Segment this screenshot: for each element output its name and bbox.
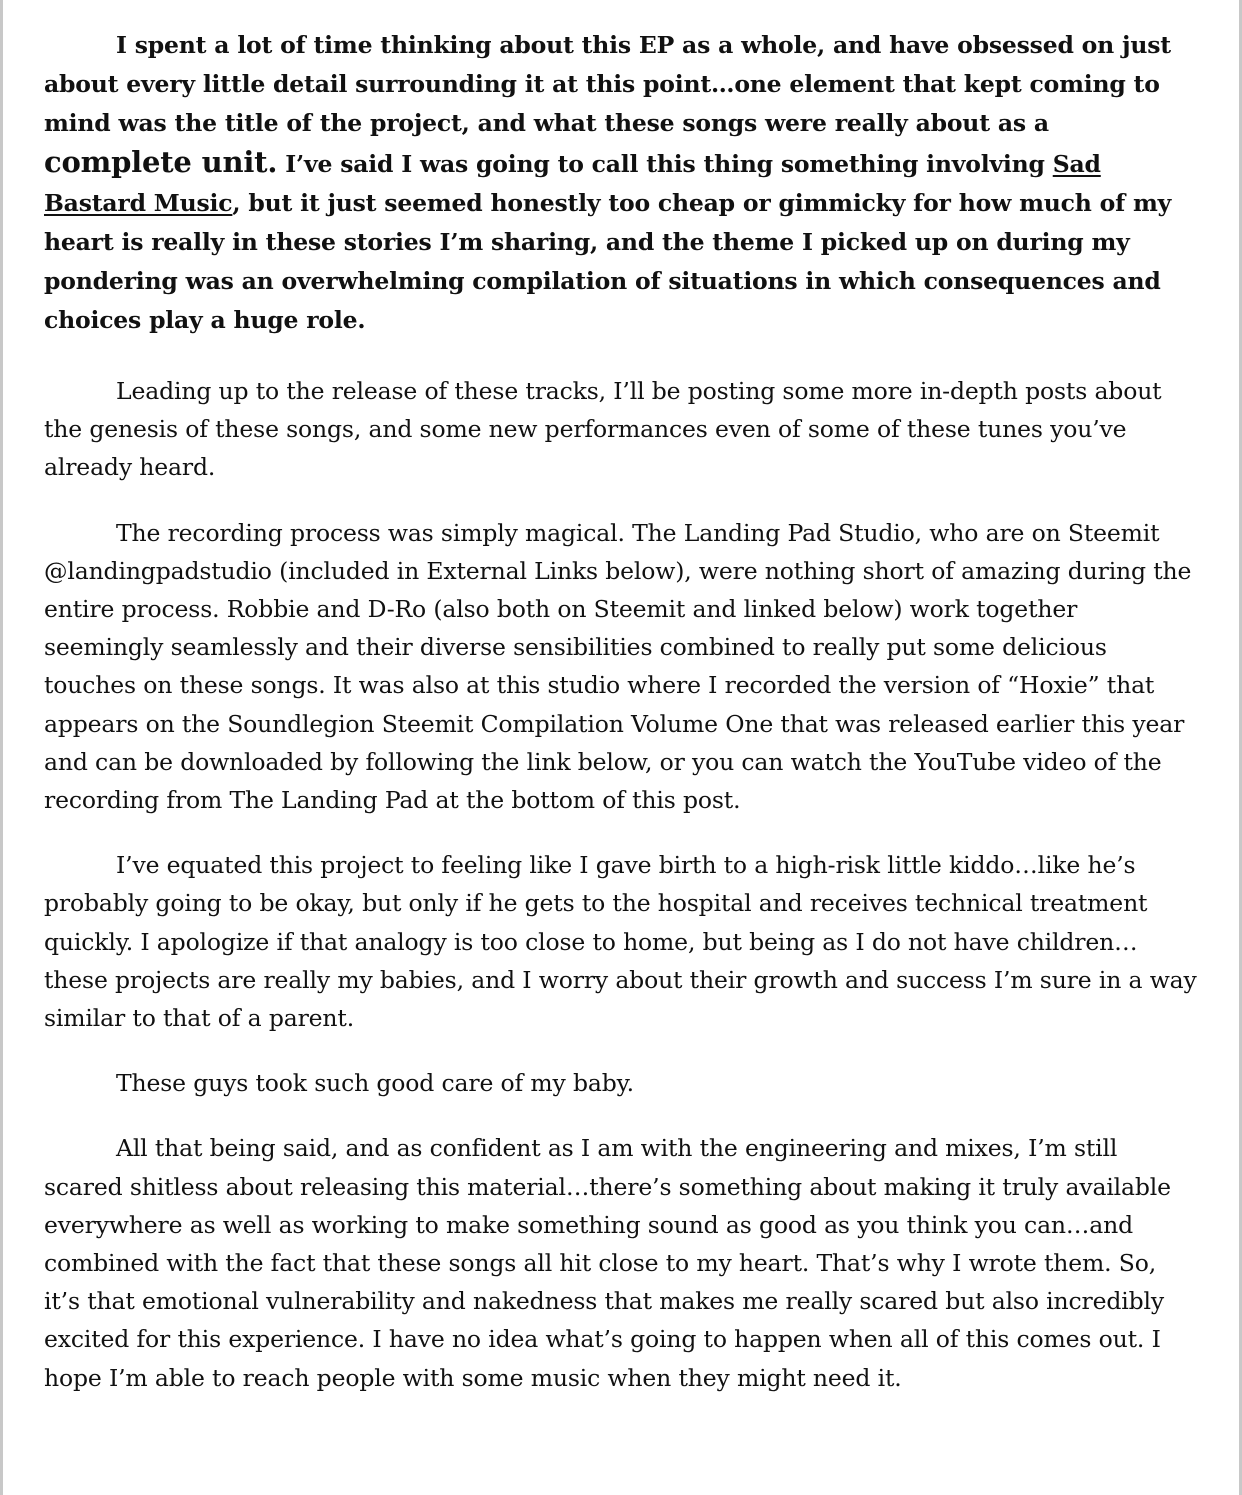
sad-bastard-music-link[interactable]: Sad Bastard Music [44, 150, 1101, 217]
intro-text-2: I’ve said I was going to call this thing something involving [277, 150, 1053, 178]
paragraph-recording-process: The recording process was simply magical. The Landing Pad Studio, who are on Steemit @landingpadstudio (included in External Links below), were nothing short of amazing during the entire process. Robbie and D-Ro (also both on Steemit and linked below) work together seemingly seamlessly and their diverse sensibilities combined to really put some delicious touches on these songs. It was also at this studio where I recorded the version of “Hoxie” that appears on the Soundlegion Steemit Compilation Volume One that was released earlier this year and can be downloaded by following the link below, or you can watch the YouTube video of the recording from The Landing Pad at the bottom of this post. [44, 518, 1192, 815]
intro-text-3: , but it just seemed honestly too cheap or gimmicky for how much of my heart is really in these stories I’m sharing, and the theme I picked up on during my pondering was an overwhelming compilation of situations in which consequences and choices play a huge role. [44, 189, 1172, 334]
intro-emphasis: complete unit. [44, 145, 278, 179]
paragraph-scared-excited: All that being said, and as confident as I am with the engineering and mixes, I’m still scared shitless about releasing this material…there’s something about making it truly available everywhere as well as working to make something sound as good as you think you can…and combined with the fact that these songs all hit close to my heart. That’s why I wrote them. So, it’s that emotional vulnerability and nakedness that makes me really scared but also incredibly excited for this experience. I have no idea what’s going to happen when all of this comes out. I hope I’m able to reach people with some music when they might need it. [44, 1134, 1171, 1392]
paragraph-good-care: These guys took such good care of my baby. [116, 1069, 634, 1098]
paragraph-project-analogy: I’ve equated this project to feeling like I gave birth to a high-risk little kiddo…like he’s probably going to be okay, but only if he gets to the hospital and receives technical treatment quickly. I apologize if that analogy is too close to home, but being as I do not have children…these projects are really my babies, and I worry about their growth and success I’m sure in a way similar to that of a parent. [44, 851, 1197, 1033]
intro-text-1: I spent a lot of time thinking about this EP as a whole, and have obsessed on just about every little detail surrounding it at this point…one element that kept coming to mind was the title of the project, and what these songs were really about as a [44, 31, 1171, 137]
page-left-edge [0, 0, 3, 1495]
paragraph-release-posts: Leading up to the release of these tracks, I’ll be posting some more in-depth posts about the genesis of these songs, and some new performances even of some of these tunes you’ve already heard. [44, 377, 1162, 482]
intro-paragraph [44, 26, 1198, 340]
